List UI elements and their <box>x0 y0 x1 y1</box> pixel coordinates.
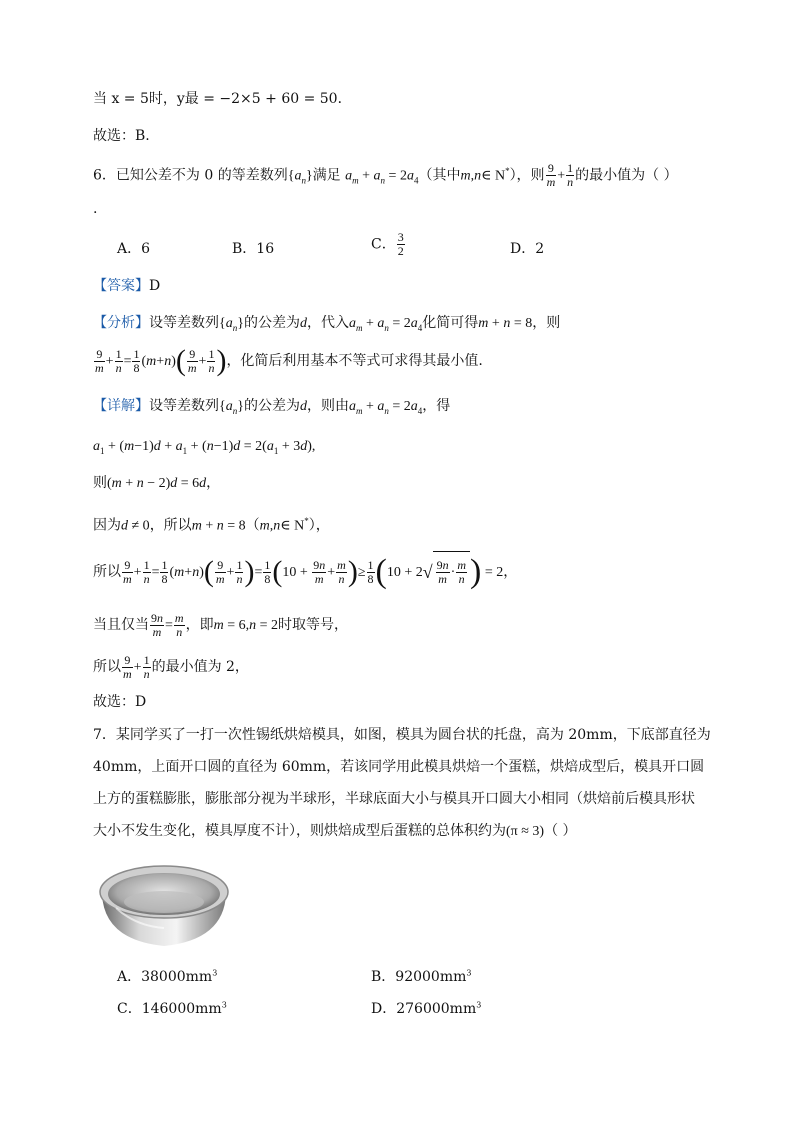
q6-option-d: D．2 <box>510 241 545 257</box>
analysis-tag: 【分析】 <box>93 315 149 331</box>
q6-detail-line5: 所以 $\frac{9}{m}$ + $\frac{1}{n}$ = $\frac{1}{8}$ (m+n)( $\frac{9}{m}$ + $\frac{1}{n}$ )= $\frac{1}{8}$ (10 + $\frac{9n}{m}$ + $\frac{m}{n}$ )≥ $\frac{1}{8}$ (10 + 2√ $\frac{9n}{m}$ · $\frac{m}{n}$ ) = 2， <box>93 551 517 593</box>
foil-baking-pan-image <box>96 856 232 952</box>
q5-result-line: 当 x = 5时，y最 = −2×5 + 60 = 50． <box>93 91 352 107</box>
q5-choose: 故选：B. <box>93 128 150 144</box>
q7-option-b: B．$92000mm^3$ <box>371 968 472 985</box>
q7-line4: 大小不发生变化，模具厚度不计），则烘焙成型后蛋糕的总体积约为(π ≈ 3)（ ） <box>93 823 577 839</box>
q7-line1: 7．某同学买了一打一次性锡纸烘焙模具，如图，模具为圆台状的托盘，高为 20mm，下底部直径为 <box>93 727 711 743</box>
q7-option-c: C．$146000mm^3$ <box>117 1000 227 1017</box>
q6-option-c: C． $\frac{3}{2}$ <box>371 230 404 258</box>
q6-detail-line1: 【详解】设等差数列$\{a_n\}$的公差为d，则由$a_m + a_n = 2a_4$，得 <box>93 398 451 416</box>
q6-detail-line4: 因为d ≠ 0，所以m + n = 8（m,n∈ N*）， <box>93 516 330 534</box>
q6-analysis-line1: 【分析】设等差数列$\{a_n\}$的公差为d，代入$a_m + a_n = 2a_4$化简可得m + n = 8，则 <box>93 315 561 333</box>
q7-option-a: A．$38000mm^3$ <box>117 968 218 985</box>
q6-stem: 6．已知公差不为 0 的等差数列$\{a_n\}$满足 $a_m + a_n = 2a_4$（其中m,n∈ N*），则 $\frac{9}{m}$ + $\frac{1}{n}$ 的最小值为（ ） <box>93 161 678 190</box>
q6-detail-line6: 当且仅当 $\frac{9n}{m}$ = $\frac{m}{n}$ ，即m = 6,n = 2时取等号， <box>93 610 349 639</box>
q6-answer: 【答案】D <box>93 278 161 294</box>
q6-detail-line2: $a_1 + (m-1)d + a_1 + (n-1)d = 2(a_1 + 3d)$, <box>93 439 316 456</box>
q7-line3: 上方的蛋糕膨胀，膨胀部分视为半球形，半球底面大小与模具开口圆大小相同（烘焙前后模具形状 <box>93 791 695 807</box>
q6-option-b: B．16 <box>232 241 275 257</box>
q6-analysis-line2: $\frac{9}{m}$ + $\frac{1}{n}$ = $\frac{1}{8}$ (m+n)( $\frac{9}{m}$ + $\frac{1}{n}$ )，化简后利用基本不等式可求得其最小值. <box>95 344 483 377</box>
q7-option-d: D．$276000mm^3$ <box>371 1000 482 1017</box>
q6-detail-line3: 则(m + n − 2)d = 6d， <box>93 475 221 491</box>
answer-tag: 【答案】 <box>93 278 149 294</box>
q6-option-a: A．6 <box>117 241 151 257</box>
detail-tag: 【详解】 <box>93 398 149 414</box>
q6-detail-line7: 所以 $\frac{9}{m}$ + $\frac{1}{n}$ 的最小值为 2， <box>93 652 249 681</box>
q6-dot: . <box>93 201 98 217</box>
q7-line2: 40mm，上面开口圆的直径为 60mm，若该同学用此模具烘焙一个蛋糕，烘焙成型后，模具开口圆 <box>93 759 705 775</box>
q6-choose: 故选：D <box>93 694 147 710</box>
